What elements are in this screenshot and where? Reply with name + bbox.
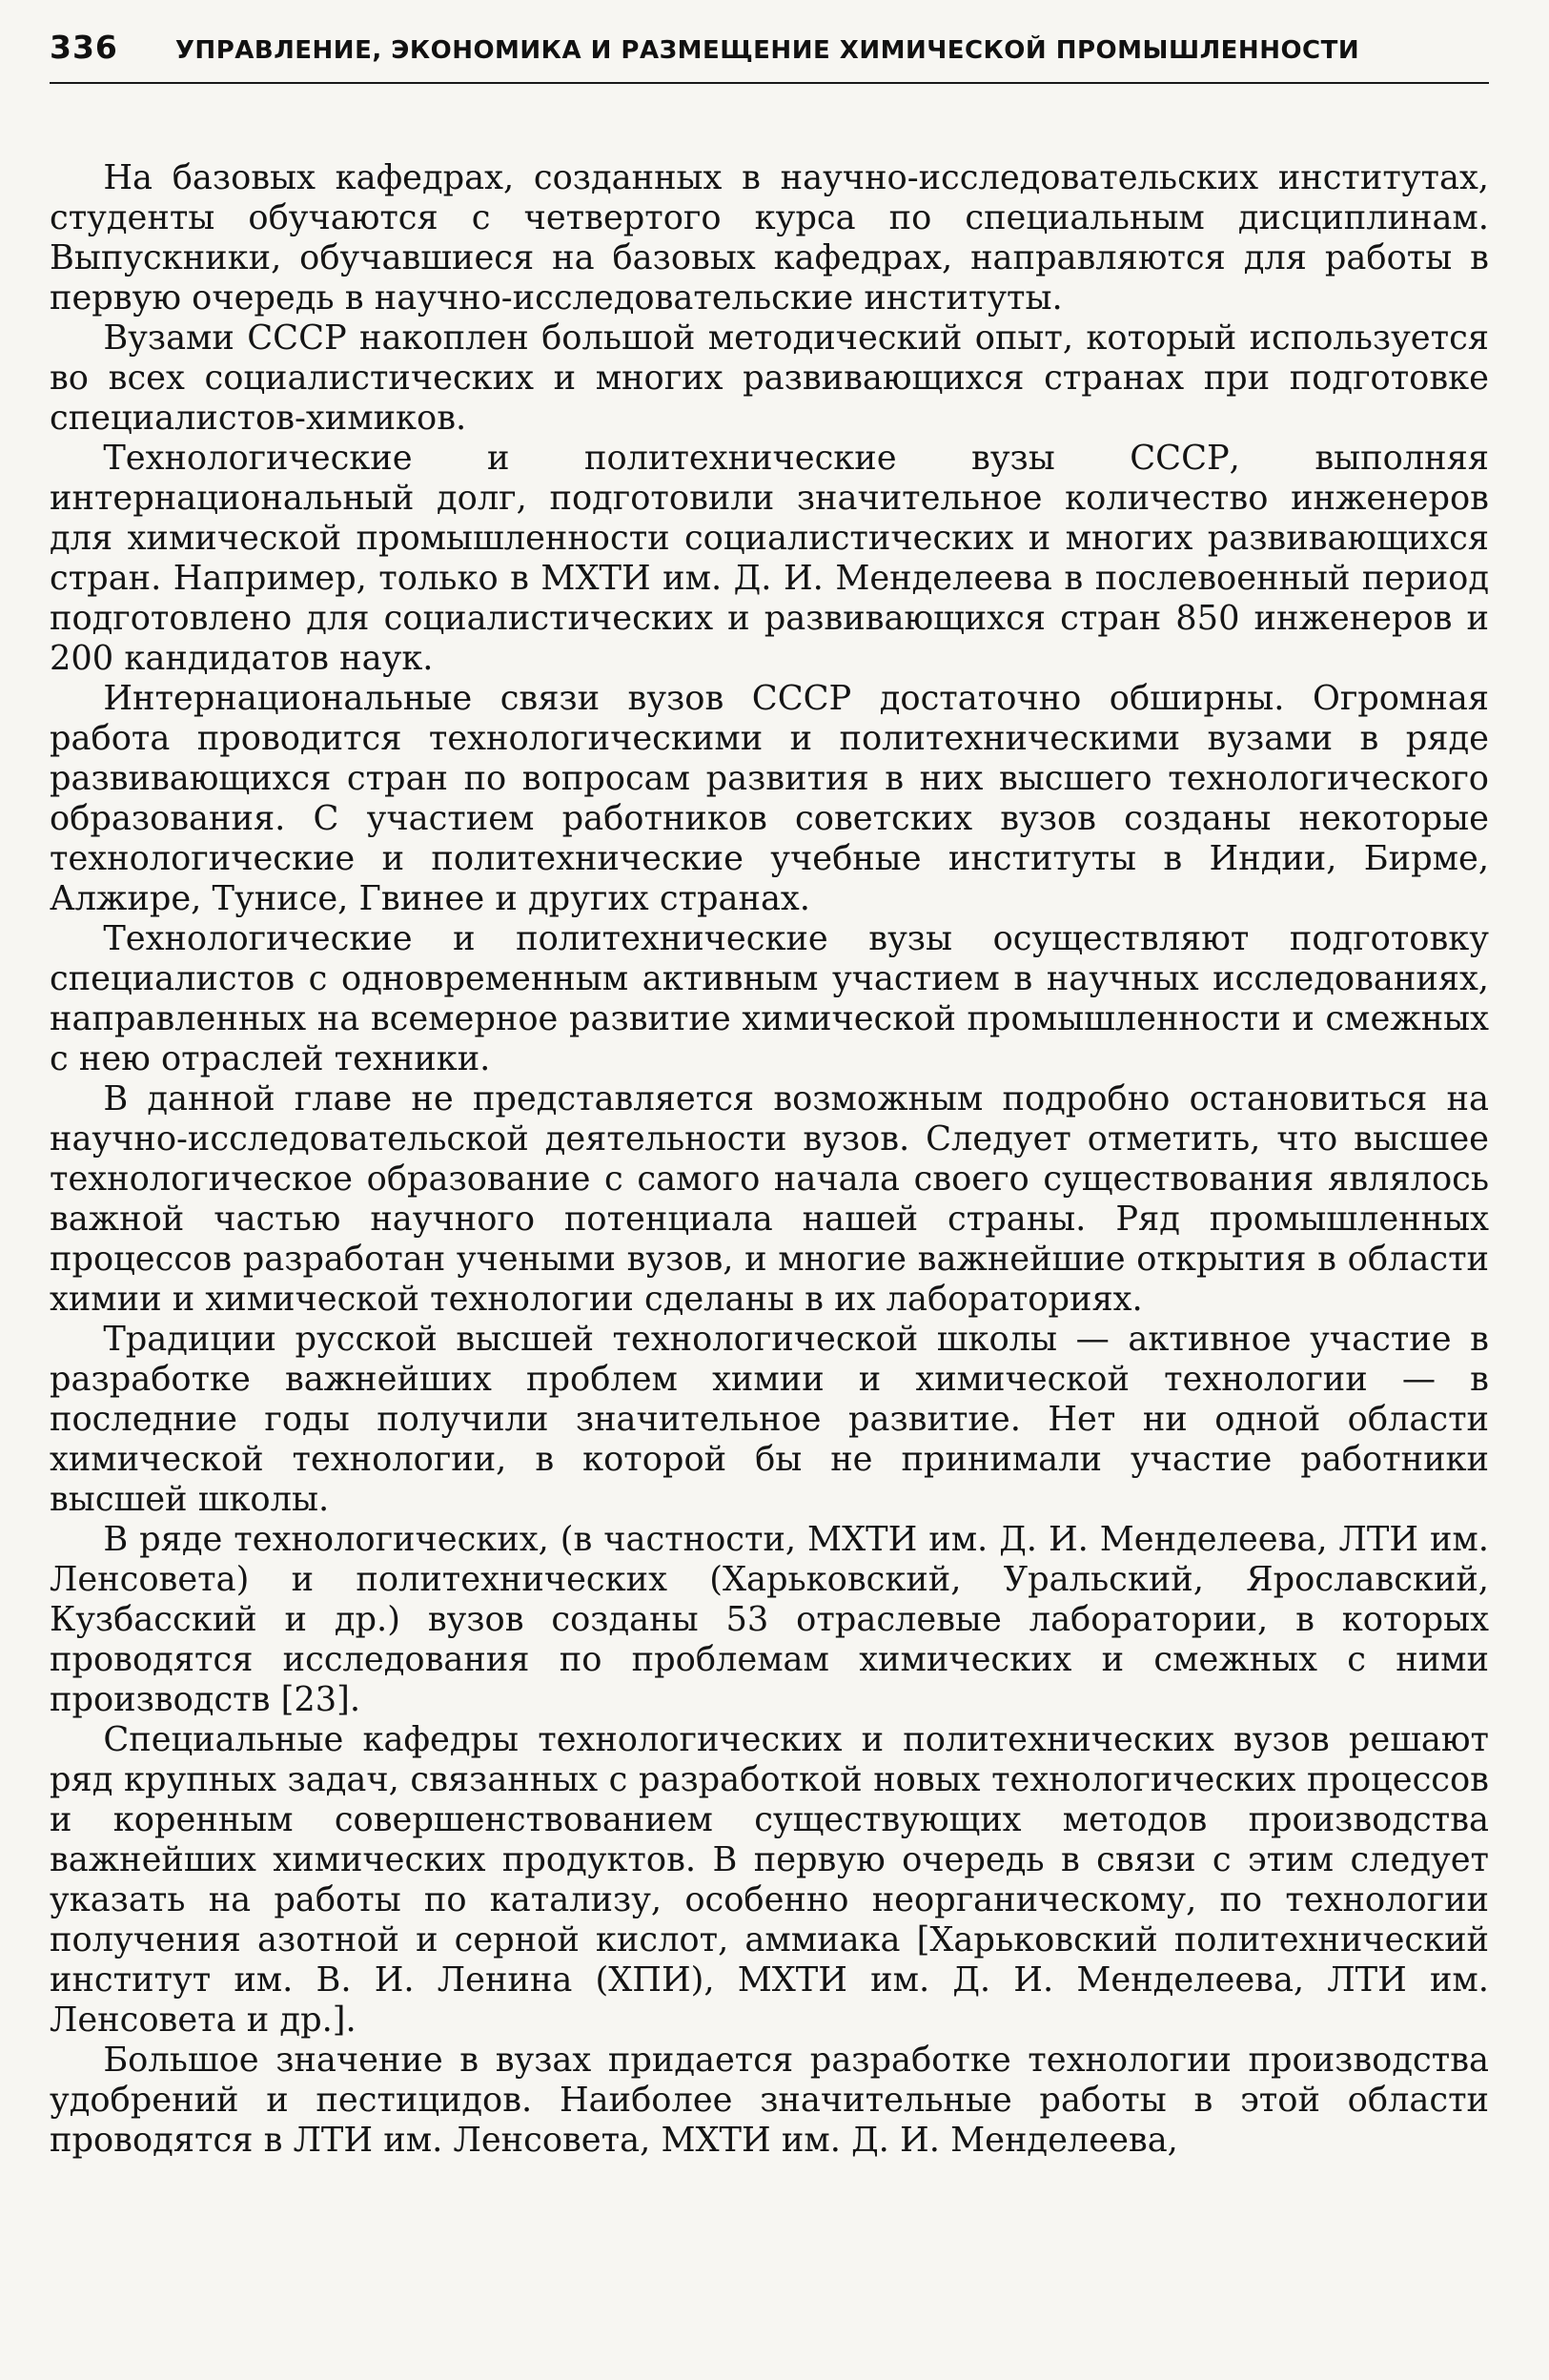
- paragraph: Интернациональные связи вузов СССР достаточно обширны. Огромная работа проводится технологическими и политехническими вузами в ряде развивающихся стран по вопросам развития в них высшего технологического образования. С участием работников советских вузов созданы некоторые технологические и политехнические учебные институты в Индии, Бирме, Алжире, Тунисе, Гвинее и других странах.: [50, 679, 1489, 918]
- paragraph: Технологические и политехнические вузы СССР, выполняя интернациональный долг, подготовили значительное количество инженеров для химической промышленности социалистических и многих развивающихся стран. Например, только в МХТИ им. Д. И. Менделеева в послевоенный период подготовлено для социалистических и развивающихся стран 850 инженеров и 200 кандидатов наук.: [50, 439, 1489, 678]
- paragraph: Специальные кафедры технологических и политехнических вузов решают ряд крупных задач, связанных с разработкой новых технологических процессов и коренным совершенствованием существующих методов производства важнейших химических продуктов. В первую очередь в связи с этим следует указать на работы по катализу, особенно неорганическому, по технологии получения азотной и серной кислот, аммиака [Харьковский политехнический институт им. В. И. Ленина (ХПИ), МХТИ им. Д. И. Менделеева, ЛТИ им. Ленсовета и др.].: [50, 1720, 1489, 2040]
- paragraph: В ряде технологических, (в частности, МХТИ им. Д. И. Менделеева, ЛТИ им. Ленсовета) и политехнических (Харьковский, Уральский, Ярославский, Кузбасский и др.) вузов созданы 53 отраслевые лаборатории, в которых проводятся исследования по проблемам химических и смежных с ними производств [23].: [50, 1520, 1489, 1719]
- running-head: [50, 29, 1489, 84]
- paragraph: Традиции русской высшей технологической школы — активное участие в разработке важнейших проблем химии и химической технологии — в последние годы получили значительное развитие. Нет ни одной области химической технологии, в которой бы не принимали участие работники высшей школы.: [50, 1320, 1489, 1519]
- paragraph: На базовых кафедрах, созданных в научно-исследовательских институтах, студенты обучаются с четвертого курса по специальным дисциплинам. Выпускники, обучавшиеся на базовых кафедрах, направляются для работы в первую очередь в научно-исследовательские институты.: [50, 158, 1489, 318]
- paragraph: Технологические и политехнические вузы осуществляют подготовку специалистов с одновременным активным участием в научных исследованиях, направленных на всемерное развитие химической промышленности и смежных с нею отраслей техники.: [50, 919, 1489, 1078]
- paragraph: Большое значение в вузах придается разработке технологии производства удобрений и пестицидов. Наиболее значительные работы в этой области проводятся в ЛТИ им. Ленсовета, МХТИ им. Д. И. Менделеева,: [50, 2041, 1489, 2160]
- running-title: УПРАВЛЕНИЕ, ЭКОНОМИКА И РАЗМЕЩЕНИЕ ХИМИЧЕСКОЙ ПРОМЫШЛЕННОСТИ: [174, 36, 1360, 65]
- paragraph: Вузами СССР накоплен большой методический опыт, который используется во всех социалистических и многих развивающихся странах при подготовке специалистов-химиков.: [50, 318, 1489, 438]
- book-page: [50, 29, 1489, 2161]
- body-text: [50, 158, 1489, 2161]
- paragraph: В данной главе не представляется возможным подробно остановиться на научно-исследовательской деятельности вузов. Следует отметить, что высшее технологическое образование с самого начала своего существования являлось важной частью научного потенциала нашей страны. Ряд промышленных процессов разработан учеными вузов, и многие важнейшие открытия в области химии и химической технологии сделаны в их лабораториях.: [50, 1079, 1489, 1319]
- page-number: 336: [50, 29, 118, 66]
